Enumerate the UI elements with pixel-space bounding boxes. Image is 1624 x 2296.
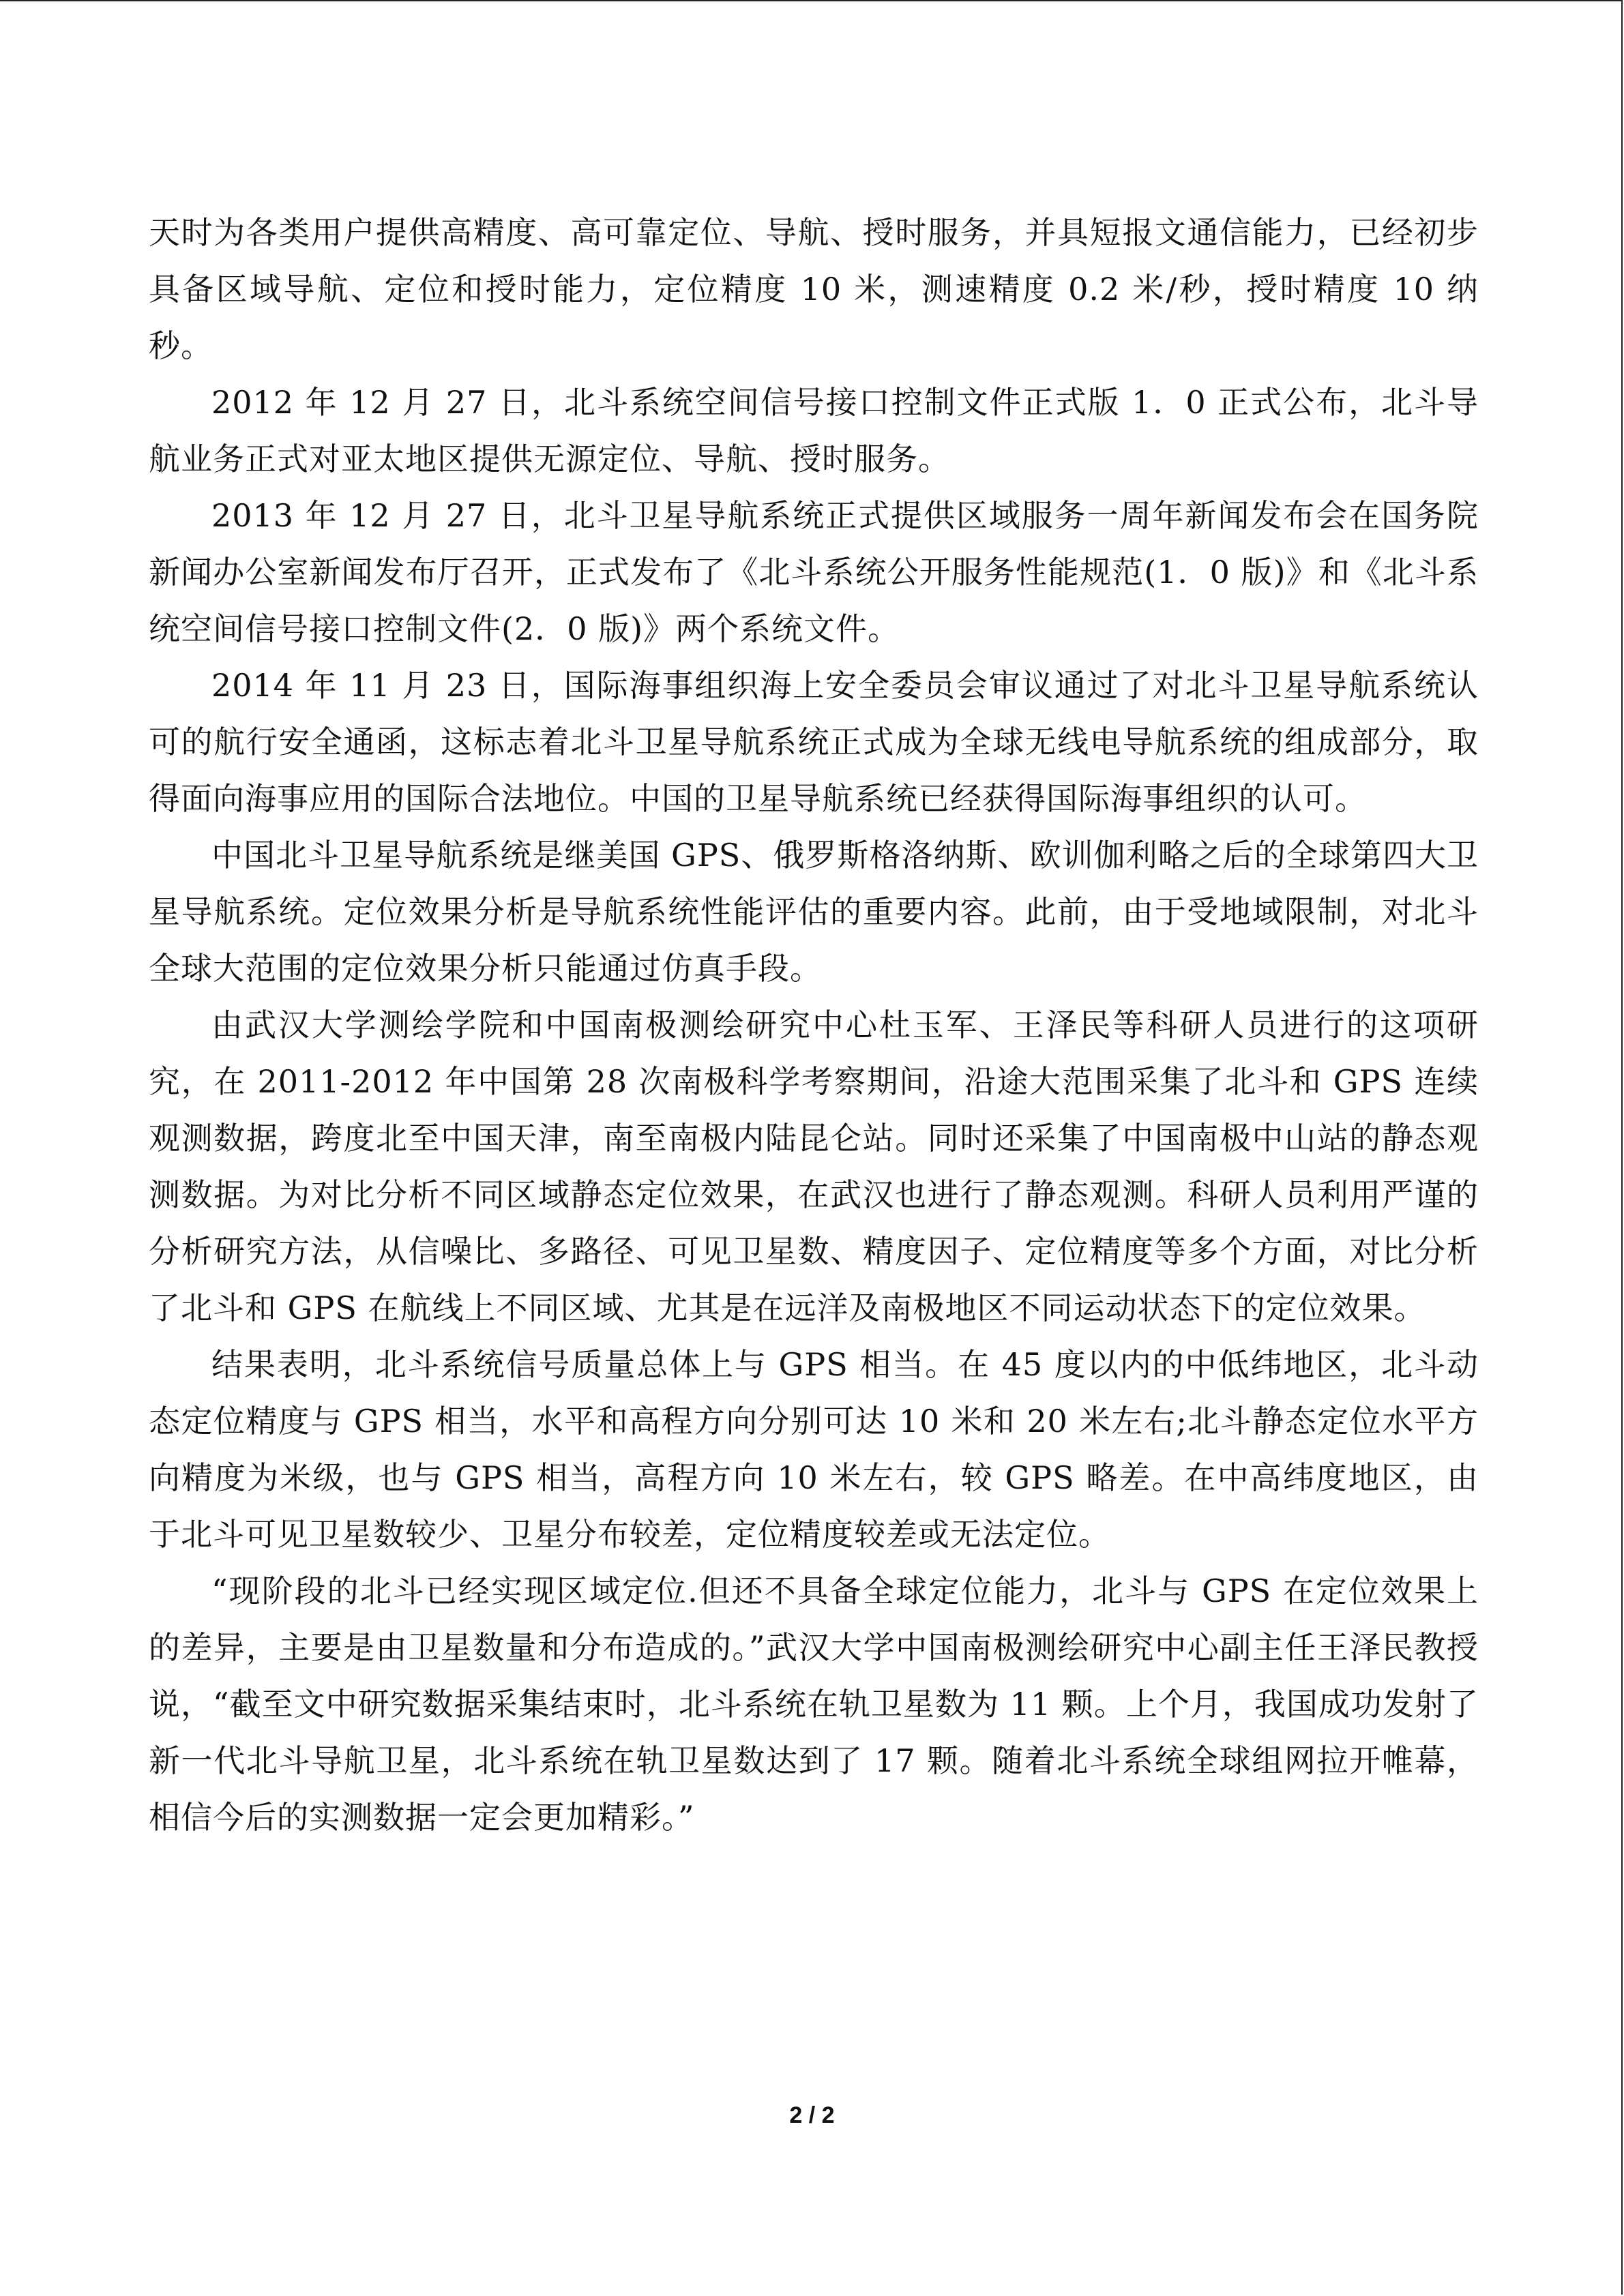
document-body (149, 205, 1479, 1846)
paragraph: 2014 年 11 月 23 日，国际海事组织海上安全委员会审议通过了对北斗卫星导航系统认可的航行安全通函，这标志着北斗卫星导航系统正式成为全球无线电导航系统的组成部分，取得面向海事应用的国际合法地位。中国的卫星导航系统已经获得国际海事组织的认可。 (149, 667, 1479, 817)
paragraph: “现阶段的北斗已经实现区域定位.但还不具备全球定位能力，北斗与 GPS 在定位效果上的差异，主要是由卫星数量和分布造成的。”武汉大学中国南极测绘研究中心副主任王泽民教授说，“截至文中研究数据采集结束时，北斗系统在轨卫星数为 11 颗。上个月，我国成功发射了新一代北斗导航卫星，北斗系统在轨卫星数达到了 17 颗。随着北斗系统全球组网拉开帷幕，相信今后的实测数据一定会更加精彩。” (149, 1572, 1479, 1836)
paragraph: 结果表明，北斗系统信号质量总体上与 GPS 相当。在 45 度以内的中低纬地区，北斗动态定位精度与 GPS 相当，水平和高程方向分别可达 10 米和 20 米左右;北斗静态定位水平方向精度为米级，也与 GPS 相当，高程方向 10 米左右，较 GPS 略差。在中高纬度地区，由于北斗可见卫星数较少、卫星分布较差，定位精度较差或无法定位。 (149, 1346, 1479, 1553)
paragraph: 天时为各类用户提供高精度、高可靠定位、导航、授时服务，并具短报文通信能力，已经初步具备区域导航、定位和授时能力，定位精度 10 米，测速精度 0.2 米/秒，授时精度 10 纳秒。 (149, 214, 1479, 364)
paragraph: 2013 年 12 月 27 日，北斗卫星导航系统正式提供区域服务一周年新闻发布会在国务院新闻办公室新闻发布厅召开，正式发布了《北斗系统公开服务性能规范(1．0 版)》和《北斗系统空间信号接口控制文件(2．0 版)》两个系统文件。 (149, 497, 1479, 647)
paragraph: 中国北斗卫星导航系统是继美国 GPS、俄罗斯格洛纳斯、欧训伽利略之后的全球第四大卫星导航系统。定位效果分析是导航系统性能评估的重要内容。此前，由于受地域限制，对北斗全球大范围的定位效果分析只能通过仿真手段。 (149, 837, 1479, 987)
paragraph: 2012 年 12 月 27 日，北斗系统空间信号接口控制文件正式版 1．0 正式公布，北斗导航业务正式对亚太地区提供无源定位、导航、授时服务。 (149, 384, 1479, 477)
page-number: 2 / 2 (789, 2102, 835, 2128)
paragraph: 由武汉大学测绘学院和中国南极测绘研究中心杜玉军、王泽民等科研人员进行的这项研究，在 2011-2012 年中国第 28 次南极科学考察期间，沿途大范围采集了北斗和 GPS 连续观测数据，跨度北至中国天津，南至南极内陆昆仑站。同时还采集了中国南极中山站的静态观测数据。为对比分析不同区域静态定位效果，在武汉也进行了静态观测。科研人员利用严谨的分析研究方法，从信噪比、多路径、可见卫星数、精度因子、定位精度等多个方面，对比分析了北斗和 GPS 在航线上不同区域、尤其是在远洋及南极地区不同运动状态下的定位效果。 (149, 1007, 1479, 1326)
